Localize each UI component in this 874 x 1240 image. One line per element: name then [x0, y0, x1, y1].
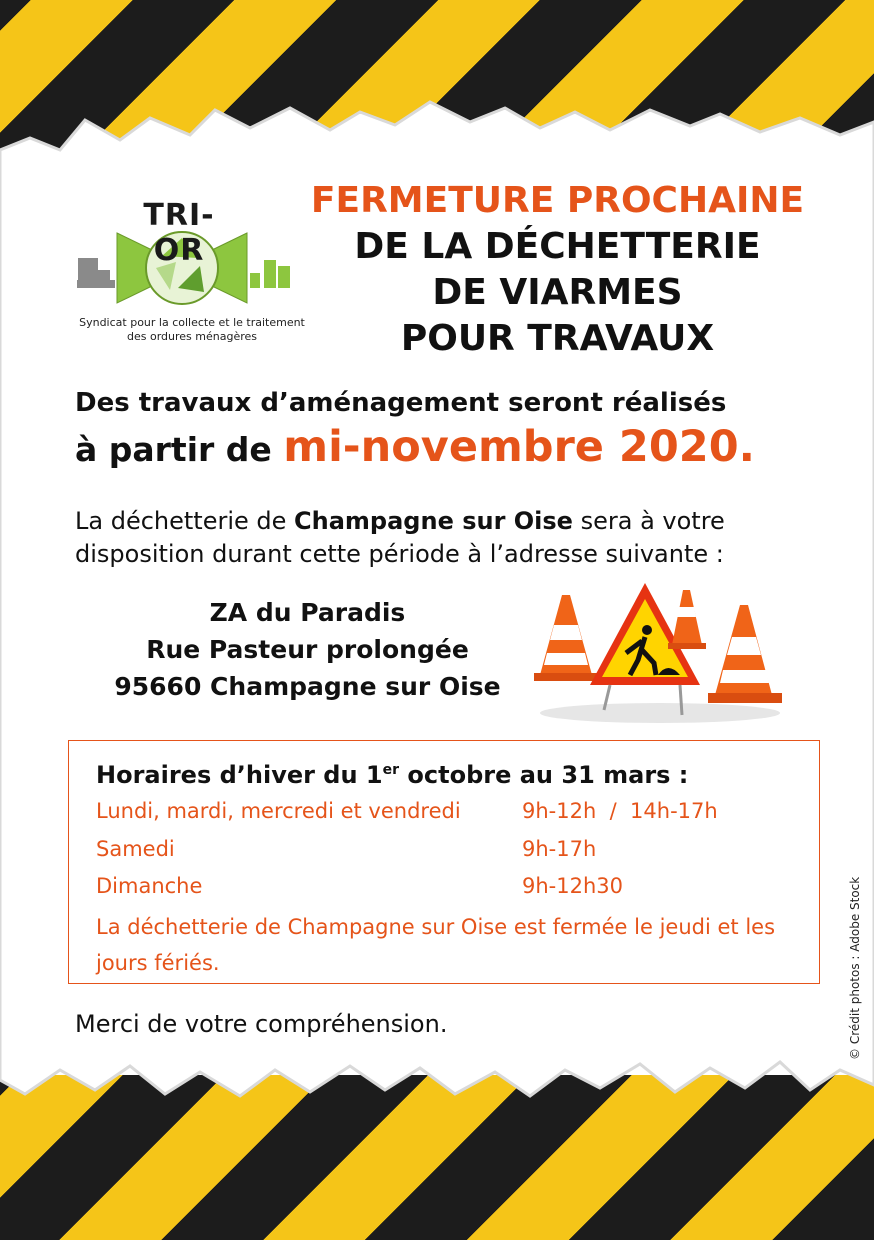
title-line-4: POUR TRAVAUX — [400, 318, 715, 359]
hours-row — [96, 874, 796, 906]
hours-title: Horaires d’hiver du 1er octobre au 31 mars : — [96, 761, 689, 789]
info-paragraph: La déchetterie de Champagne sur Oise sera à votre disposition durant cette période à l’adresse suivante : — [75, 507, 725, 568]
title-line-3: DE VIARMES — [432, 272, 683, 313]
date-highlight: mi-novembre 2020. — [283, 422, 755, 472]
road-works-cones-icon — [530, 575, 790, 725]
hours-row — [96, 799, 796, 831]
logo-name: TRI-OR — [143, 198, 215, 268]
title-line-2: DE LA DÉCHETTERIE — [354, 226, 761, 267]
closure-note: La déchetterie de Champagne sur Oise est fermée le jeudi et les jours fériés. — [96, 915, 776, 975]
hours-day: Dimanche — [96, 874, 203, 898]
logo-subtitle: Syndicat pour la collecte et le traitement des ordures ménagères — [79, 316, 305, 343]
hours-row — [96, 837, 796, 869]
address-line-2: Rue Pasteur prolongée — [146, 635, 469, 664]
hours-day: Lundi, mardi, mercredi et vendredi — [96, 799, 461, 823]
address-line-3: 95660 Champagne sur Oise — [114, 672, 501, 701]
hours-time: 9h-12h / 14h-17h — [522, 799, 718, 823]
title-line-1: FERMETURE PROCHAINE — [310, 180, 805, 221]
tri-or-logo — [72, 188, 312, 358]
photo-credit: © Crédit photos : Adobe Stock — [848, 876, 862, 1060]
thanks-text: Merci de votre compréhension. — [75, 1010, 448, 1038]
page-title — [285, 178, 830, 362]
hours-time: 9h-17h — [522, 837, 597, 861]
hours-day: Samedi — [96, 837, 175, 861]
intro-line-1: Des travaux d’aménagement seront réalisés — [75, 388, 727, 418]
intro-line-2: à partir de mi-novembre 2020. — [75, 422, 755, 472]
hours-time: 9h-12h30 — [522, 874, 624, 898]
opening-hours-box — [68, 740, 820, 984]
address-block — [75, 594, 540, 705]
address-line-1: ZA du Paradis — [209, 598, 406, 627]
